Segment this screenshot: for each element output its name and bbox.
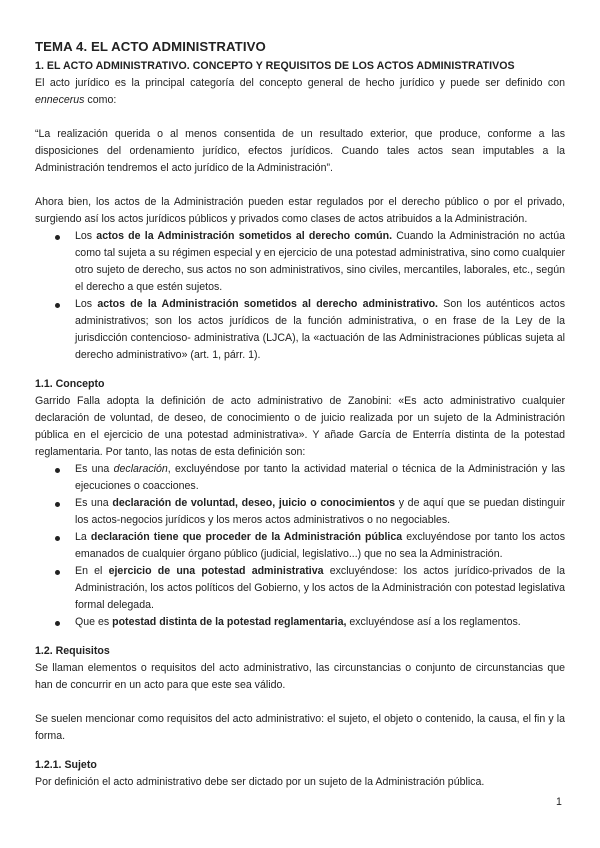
bullet-icon (55, 502, 60, 507)
page-number: 1 (556, 796, 562, 808)
list-item: En el ejercicio de una potestad administrativa excluyéndose: los actos jurídico-privados de la Administración, los actos políticos del Gobierno, y los actos de la Administración con potestad legislativa formal delegada. (35, 563, 565, 614)
bullet-icon (55, 621, 60, 626)
sujeto-heading: 1.2.1. Sujeto (35, 759, 97, 771)
document-body (35, 38, 565, 791)
bullet-icon (55, 235, 60, 240)
definition-quote: “La realización querida o al menos consentida de un resultado exterior, que produce, conforme a las disposiciones del ordenamiento jurídico, efectos jurídicos. Cuando tales actos sean imputables a la Administración tendremos el acto jurídico de la Administración”. (35, 128, 565, 174)
bullet-icon (55, 570, 60, 575)
bullet-icon (55, 468, 60, 473)
concepto-paragraph: Garrido Falla adopta la definición de acto administrativo de Zanobini: «Es acto administrativo cualquier declaración de voluntad, de deseo, de conocimiento o de juicio realizada por un sujeto de la Administración pública en el ejercicio de una potestad administrativa». Y añade García de Enterría distinta de la potestad reglamentaria. Por tanto, las notas de esta definición son: (35, 395, 565, 458)
sujeto-paragraph: Por definición el acto administrativo debe ser dictado por un sujeto de la Administración pública. (35, 776, 485, 788)
list-item: Es una declaración, excluyéndose por tanto la actividad material o técnica de la Administración y las ejecuciones o coacciones. (35, 461, 565, 495)
author-name: ennecerus (35, 94, 85, 106)
list-item: Los actos de la Administración sometidos al derecho administrativo. Son los auténticos actos administrativos; son los actos jurídicos de la función administrativa, o en frase de la Ley de la jurisdicción contencioso- administrativa (LJCA), la «actuación de las Administraciones públicas sujeta al derecho administrativo» (art. 1, párr. 1). (35, 296, 565, 364)
bullet-icon (55, 303, 60, 308)
requisitos-heading: 1.2. Requisitos (35, 645, 110, 657)
list-item: Es una declaración de voluntad, deseo, juicio o conocimientos y de aquí que se puedan distinguir los actos-negocios jurídicos y los meros actos administrativos o no negociables. (35, 495, 565, 529)
document-title: TEMA 4. EL ACTO ADMINISTRATIVO (35, 39, 266, 54)
bullet-icon (55, 536, 60, 541)
list-item: Que es potestad distinta de la potestad reglamentaria, excluyéndose así a los reglamentos. (35, 614, 565, 631)
concepto-heading: 1.1. Concepto (35, 378, 105, 390)
requisitos-list-paragraph: Se suelen mencionar como requisitos del acto administrativo: el sujeto, el objeto o contenido, la causa, el fin y la forma. (35, 713, 565, 742)
definition-notes-list (35, 461, 565, 631)
list-item: Los actos de la Administración sometidos al derecho común. Cuando la Administración no actúa como tal sujeta a su régimen especial y en ejercicio de una potestad administrativa, sino como cualquier otro sujeto de derecho, sus actos no son administrativos, sino civiles, mercantiles, laborales, etc., según el derecho a que estén sujetos. (35, 228, 565, 296)
list-item: La declaración tiene que proceder de la Administración pública excluyéndose por tanto los actos emanados de cualquier órgano público (judicial, legislativo...) que no sea la Administración. (35, 529, 565, 563)
section-heading: 1. EL ACTO ADMINISTRATIVO. CONCEPTO Y REQUISITOS DE LOS ACTOS ADMINISTRATIVOS (35, 60, 515, 72)
requisitos-paragraph: Se llaman elementos o requisitos del acto administrativo, las circunstancias o conjunto de circunstancias que han de concurrir en un acto para que este sea válido. (35, 662, 565, 691)
intro-paragraph: El acto jurídico es la principal categoría del concepto general de hecho jurídico y puede ser definido con ennecerus como: (35, 77, 565, 106)
act-types-list (35, 228, 565, 364)
public-private-paragraph: Ahora bien, los actos de la Administración pueden estar regulados por el derecho público o por el privado, surgiendo así los actos jurídicos públicos y privados como clases de actos atribuidos a la Administración. (35, 196, 565, 225)
